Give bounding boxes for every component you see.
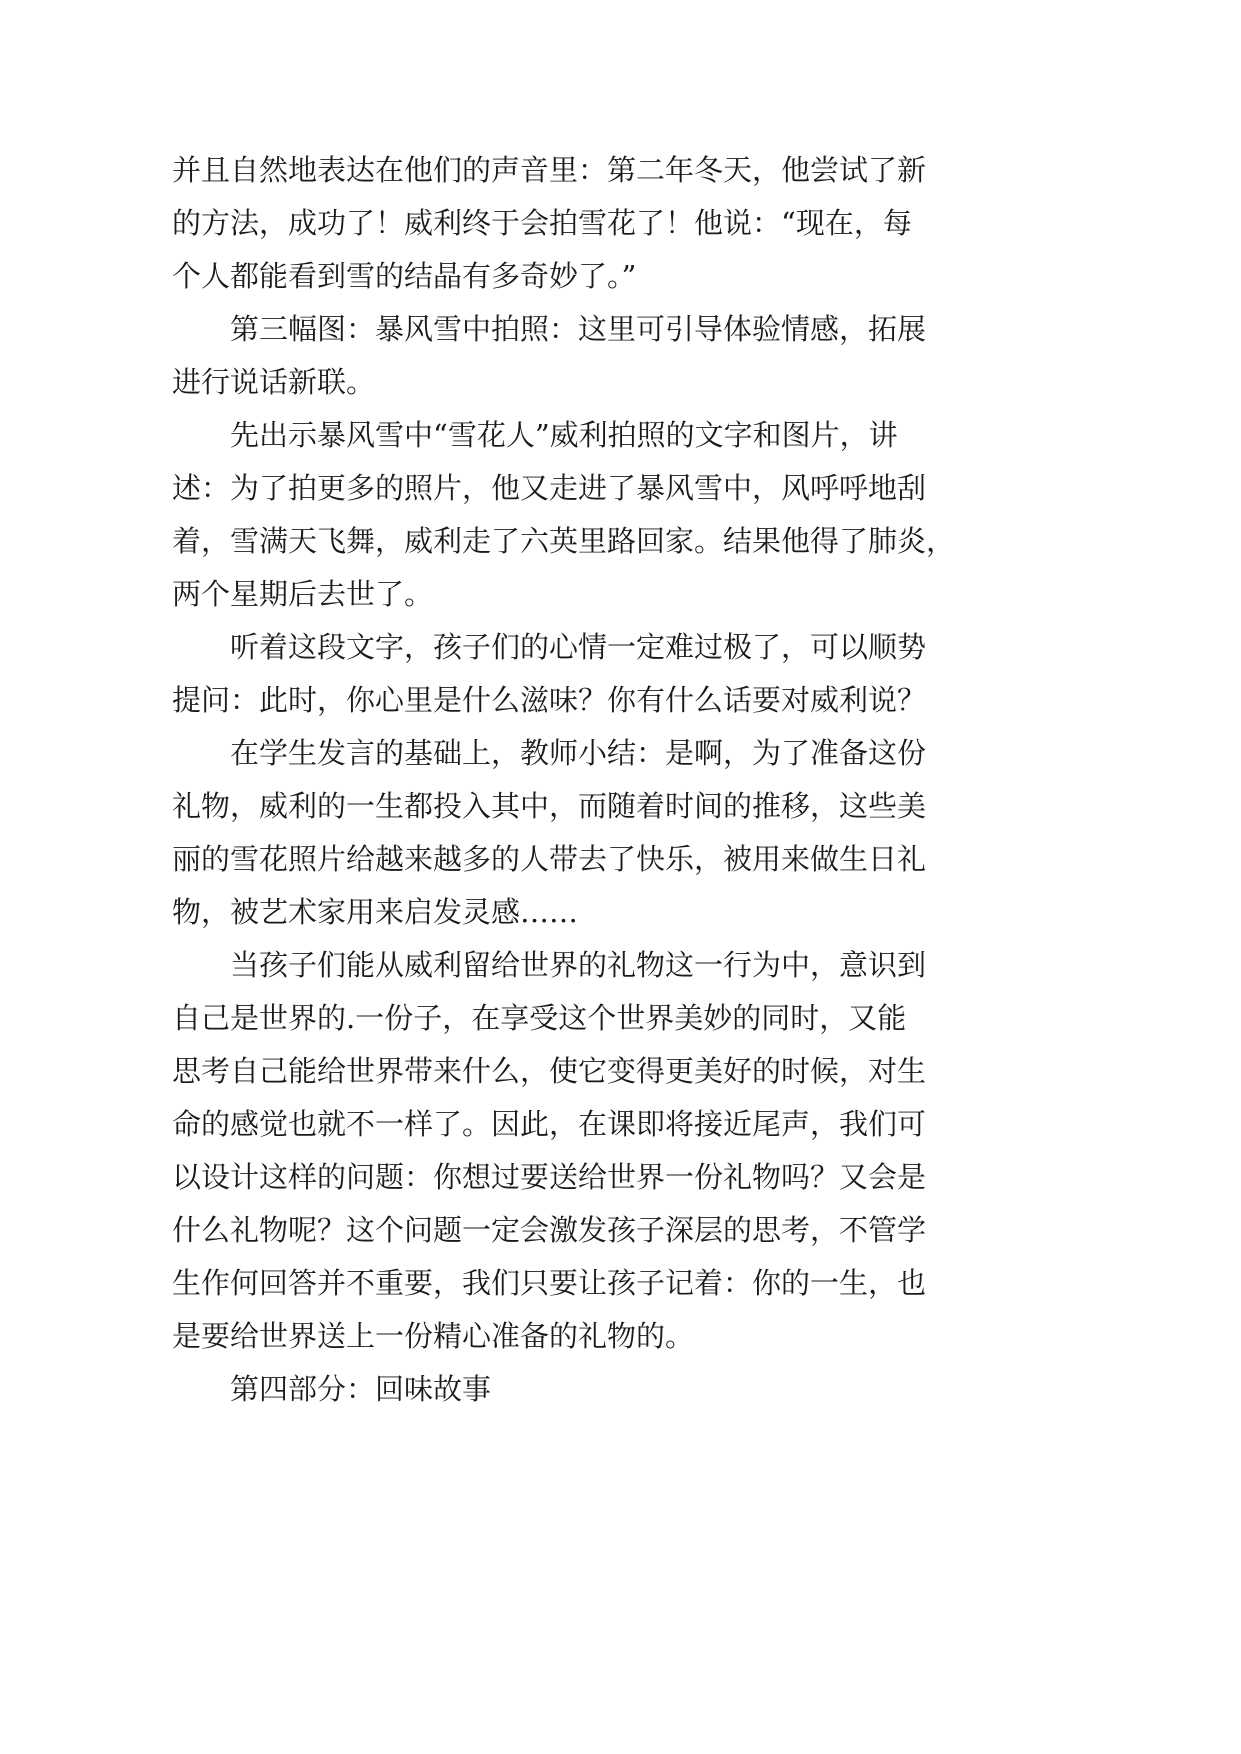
text-line: 个人都能看到雪的结晶有多奇妙了。” [172,259,637,293]
text-line: 礼物，威利的一生都投入其中，而随着时间的推移，这些美 [172,789,927,823]
text-line: 丽的雪花照片给越来越多的人带去了快乐，被用来做生日礼 [172,842,927,876]
text-line: 并且自然地表达在他们的声音里：第二年冬天，他尝试了新 [172,153,927,187]
text-line: 提问：此时，你心里是什么滋味？你有什么话要对威利说？ [172,683,927,717]
text-line: 命的感觉也就不一样了。因此，在课即将接近尾声，我们可 [172,1107,927,1141]
text-line: 当孩子们能从威利留给世界的礼物这一行为中，意识到 [230,948,927,982]
text-line: 的方法，成功了！威利终于会拍雪花了！他说：“现在，每 [172,206,912,240]
section-heading: 第四部分：回味故事 [230,1372,492,1406]
text-line: 第三幅图：暴风雪中拍照：这里可引导体验情感，拓展 [230,312,927,346]
text-line: 两个星期后去世了。 [172,577,434,611]
text-line: 自己是世界的.一份子，在享受这个世界美妙的同时，又能 [172,1001,907,1035]
text-line: 进行说话新联。 [172,365,376,399]
text-line: 着，雪满天飞舞，威利走了六英里路回家。结果他得了肺炎， [172,524,956,558]
text-line: 以设计这样的问题：你想过要送给世界一份礼物吗？又会是 [172,1160,927,1194]
text-line: 生作何回答并不重要，我们只要让孩子记着：你的一生，也 [172,1266,927,1300]
text-line: 物，被艺术家用来启发灵感…… [172,895,579,929]
text-line: 什么礼物呢？这个问题一定会激发孩子深层的思考，不管学 [172,1213,927,1247]
text-line: 在学生发言的基础上，教师小结：是啊，为了准备这份 [230,736,927,770]
text-line: 思考自己能给世界带来什么，使它变得更美好的时候，对生 [172,1054,927,1088]
text-line: 听着这段文字，孩子们的心情一定难过极了，可以顺势 [230,630,927,664]
text-line: 先出示暴风雪中“雪花人”威利拍照的文字和图片，讲 [230,418,898,452]
text-line: 述：为了拍更多的照片，他又走进了暴风雪中，风呼呼地刮 [172,471,927,505]
text-line: 是要给世界送上一份精心准备的礼物的。 [172,1319,695,1353]
